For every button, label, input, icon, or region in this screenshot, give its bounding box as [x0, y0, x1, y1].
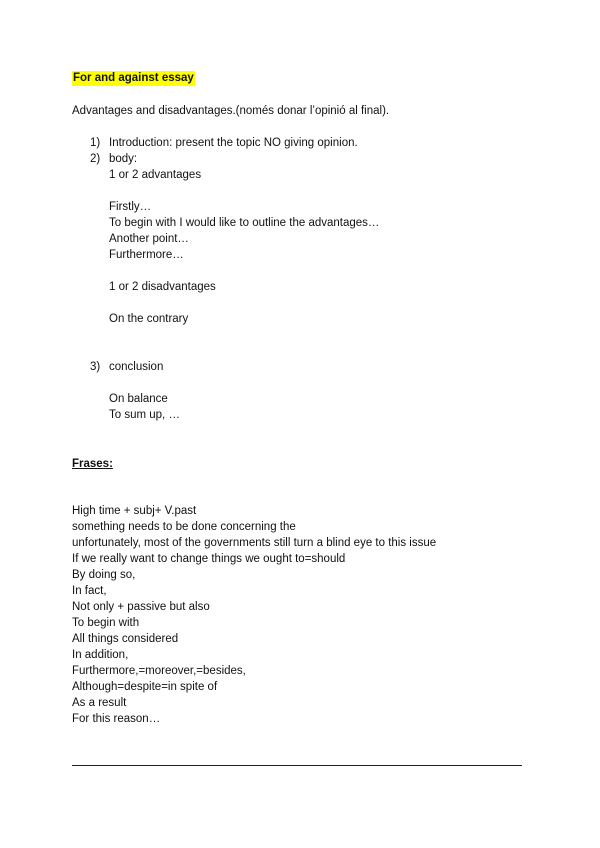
frases-heading: Frases: — [72, 458, 113, 470]
spacer — [109, 295, 379, 311]
list-item: To begin with — [72, 617, 140, 629]
list-item-introduction — [90, 135, 379, 151]
list-item: In addition, — [72, 649, 129, 661]
phrase-another-point: Another point… — [109, 233, 189, 245]
list-item: By doing so, — [72, 569, 136, 581]
intro-line: Advantages and disadvantages.(només donar l’opinió al final). — [72, 105, 390, 117]
list-number: 2) — [90, 153, 101, 165]
spacer — [109, 183, 379, 199]
phrase-on-the-contrary: On the contrary — [109, 313, 189, 325]
spacer — [109, 375, 379, 391]
phrase-firstly: Firstly… — [109, 201, 152, 213]
essay-title: For and against essay — [73, 72, 194, 84]
phrase-to-sum-up: To sum up, … — [109, 409, 180, 421]
list-item-conclusion — [90, 359, 379, 423]
introduction-label: Introduction: present the topic NO giving opinion. — [109, 137, 358, 149]
list-number: 3) — [90, 361, 101, 373]
list-item: Furthermore,=moreover,=besides, — [72, 665, 246, 677]
structure-list — [90, 135, 379, 423]
spacer — [109, 327, 379, 359]
list-item: For this reason… — [72, 713, 161, 725]
phrase-furthermore: Furthermore… — [109, 249, 184, 261]
list-item: All things considered — [72, 633, 179, 645]
list-item: As a result — [72, 697, 127, 709]
list-item-body — [90, 151, 379, 359]
conclusion-label: conclusion — [109, 361, 164, 373]
body-label: body: — [109, 153, 138, 165]
spacer — [109, 263, 379, 279]
list-item: If we really want to change things we ought to=should — [72, 553, 346, 565]
list-item: High time + subj+ V.past — [72, 505, 197, 517]
horizontal-divider — [72, 765, 522, 766]
list-item: something needs to be done concerning the — [72, 521, 296, 533]
list-item: In fact, — [72, 585, 107, 597]
phrase-to-begin: To begin with I would like to outline the advantages… — [109, 217, 380, 229]
list-item: unfortunately, most of the governments still turn a blind eye to this issue — [72, 537, 437, 549]
phrase-on-balance: On balance — [109, 393, 168, 405]
phrases-list — [72, 503, 436, 727]
disadvantages-count: 1 or 2 disadvantages — [109, 281, 216, 293]
list-item: Although=despite=in spite of — [72, 681, 218, 693]
list-item: Not only + passive but also — [72, 601, 210, 613]
advantages-count: 1 or 2 advantages — [109, 169, 202, 181]
list-number: 1) — [90, 137, 101, 149]
